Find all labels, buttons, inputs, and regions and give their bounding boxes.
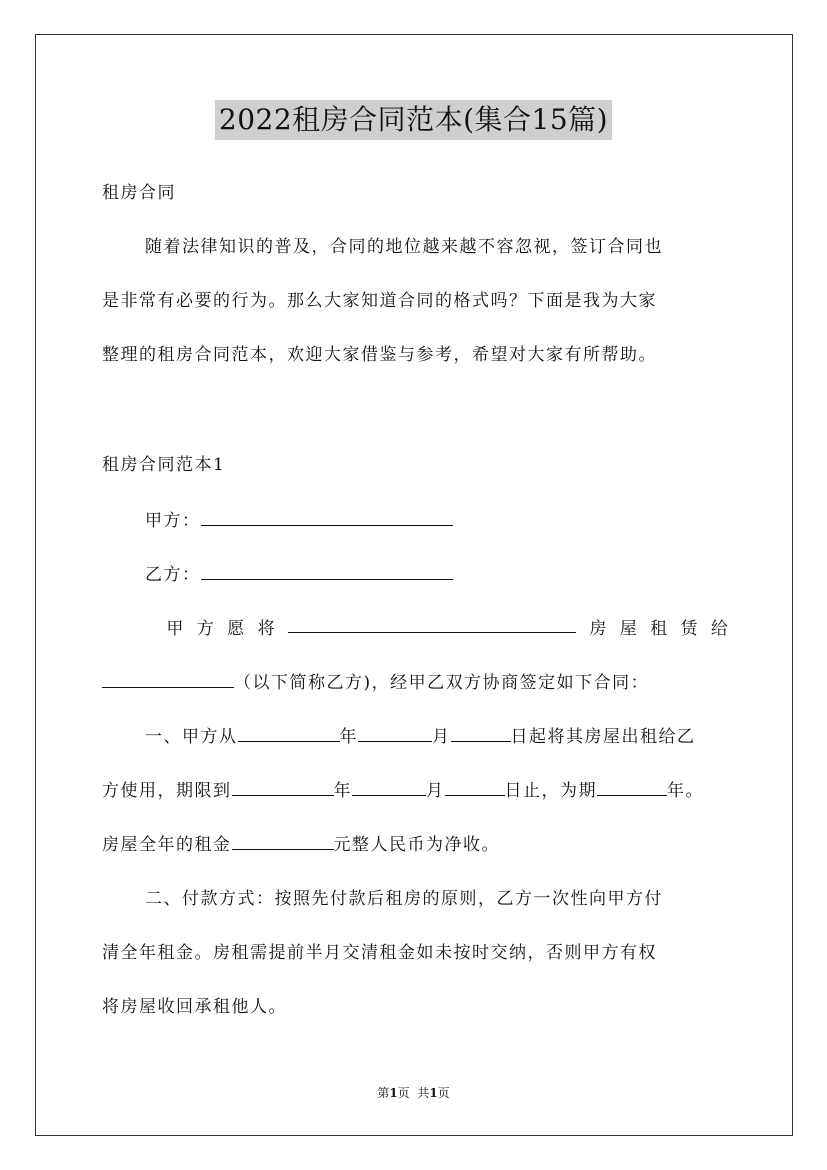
page-total: 1 [429, 1086, 438, 1100]
lease-word: 将 [257, 619, 275, 639]
clause-one-line-3 [102, 833, 500, 857]
duration-blank [597, 780, 667, 796]
lease-word: 房 [589, 619, 607, 639]
year-label: 年 [339, 727, 358, 747]
lease-word: 愿 [227, 619, 245, 639]
party-a-line [145, 509, 453, 533]
month-label: 月 [432, 727, 451, 747]
clause-one-line2-prefix: 方使用，期限到 [102, 781, 232, 801]
clause-one-prefix: 一、甲方从 [145, 727, 238, 747]
end-month-blank [352, 780, 426, 796]
year-label: 年 [333, 781, 352, 801]
end-day-blank [445, 780, 505, 796]
clause-one-line-1 [145, 725, 696, 749]
clause-two-line-2: 清全年租金。房租需提前半月交清租金如未按时交纳，否则甲方有权 [102, 943, 657, 963]
lease-word: 方 [196, 619, 214, 639]
rent-amount-blank [232, 834, 334, 850]
rent-suffix: 元整人民币为净收。 [333, 835, 500, 855]
party-b-blank [201, 564, 453, 580]
title-container [0, 100, 827, 140]
lease-word: 甲 [166, 619, 184, 639]
party-b-label: 乙方： [145, 565, 201, 585]
month-label: 月 [426, 781, 445, 801]
lease-property-blank [288, 617, 576, 633]
lease-word: 赁 [680, 619, 698, 639]
footer-text: 第 [377, 1086, 390, 1100]
party-b-line [145, 563, 453, 587]
footer-text: 页 [437, 1086, 450, 1100]
document-title: 2022租房合同范本(集合15篇) [215, 100, 612, 140]
clause-two-line-3: 将房屋收回承租他人。 [102, 997, 287, 1017]
day-start-text: 日起将其房屋出租给乙 [510, 727, 696, 747]
party-a-label: 甲方： [145, 511, 201, 531]
section-heading: 租房合同 [102, 183, 176, 203]
sample-heading: 租房合同范本1 [102, 455, 226, 475]
lease-word: 屋 [619, 619, 637, 639]
lease-word: 给 [710, 619, 728, 639]
lease-clause-line [145, 617, 728, 641]
clause-two-line-1: 二、付款方式：按照先付款后租房的原则，乙方一次性向甲方付 [145, 889, 663, 909]
page-footer [0, 1085, 827, 1101]
intro-line-1: 随着法律知识的普及，合同的地位越来越不容忽视，签订合同也 [145, 237, 663, 257]
party-a-blank [201, 510, 453, 526]
lease-continuation-line [102, 671, 649, 695]
start-year-blank [238, 726, 340, 742]
lease-word: 租 [650, 619, 668, 639]
footer-text: 页 共 [397, 1086, 430, 1100]
day-end-text: 日止，为期 [504, 781, 597, 801]
lease-continuation: （以下简称乙方)，经甲乙双方协商签定如下合同： [234, 673, 650, 693]
intro-line-2: 是非常有必要的行为。那么大家知道合同的格式吗？下面是我为大家 [102, 291, 657, 311]
rent-label: 房屋全年的租金 [102, 835, 232, 855]
year-label: 年。 [667, 781, 704, 801]
page-number: 1 [389, 1086, 398, 1100]
intro-line-3: 整理的租房合同范本，欢迎大家借鉴与参考，希望对大家有所帮助。 [102, 345, 657, 365]
clause-one-line-2 [102, 779, 704, 803]
lease-spacer [145, 617, 153, 641]
start-month-blank [358, 726, 432, 742]
start-day-blank [451, 726, 511, 742]
tenant-blank [102, 672, 234, 688]
end-year-blank [232, 780, 334, 796]
